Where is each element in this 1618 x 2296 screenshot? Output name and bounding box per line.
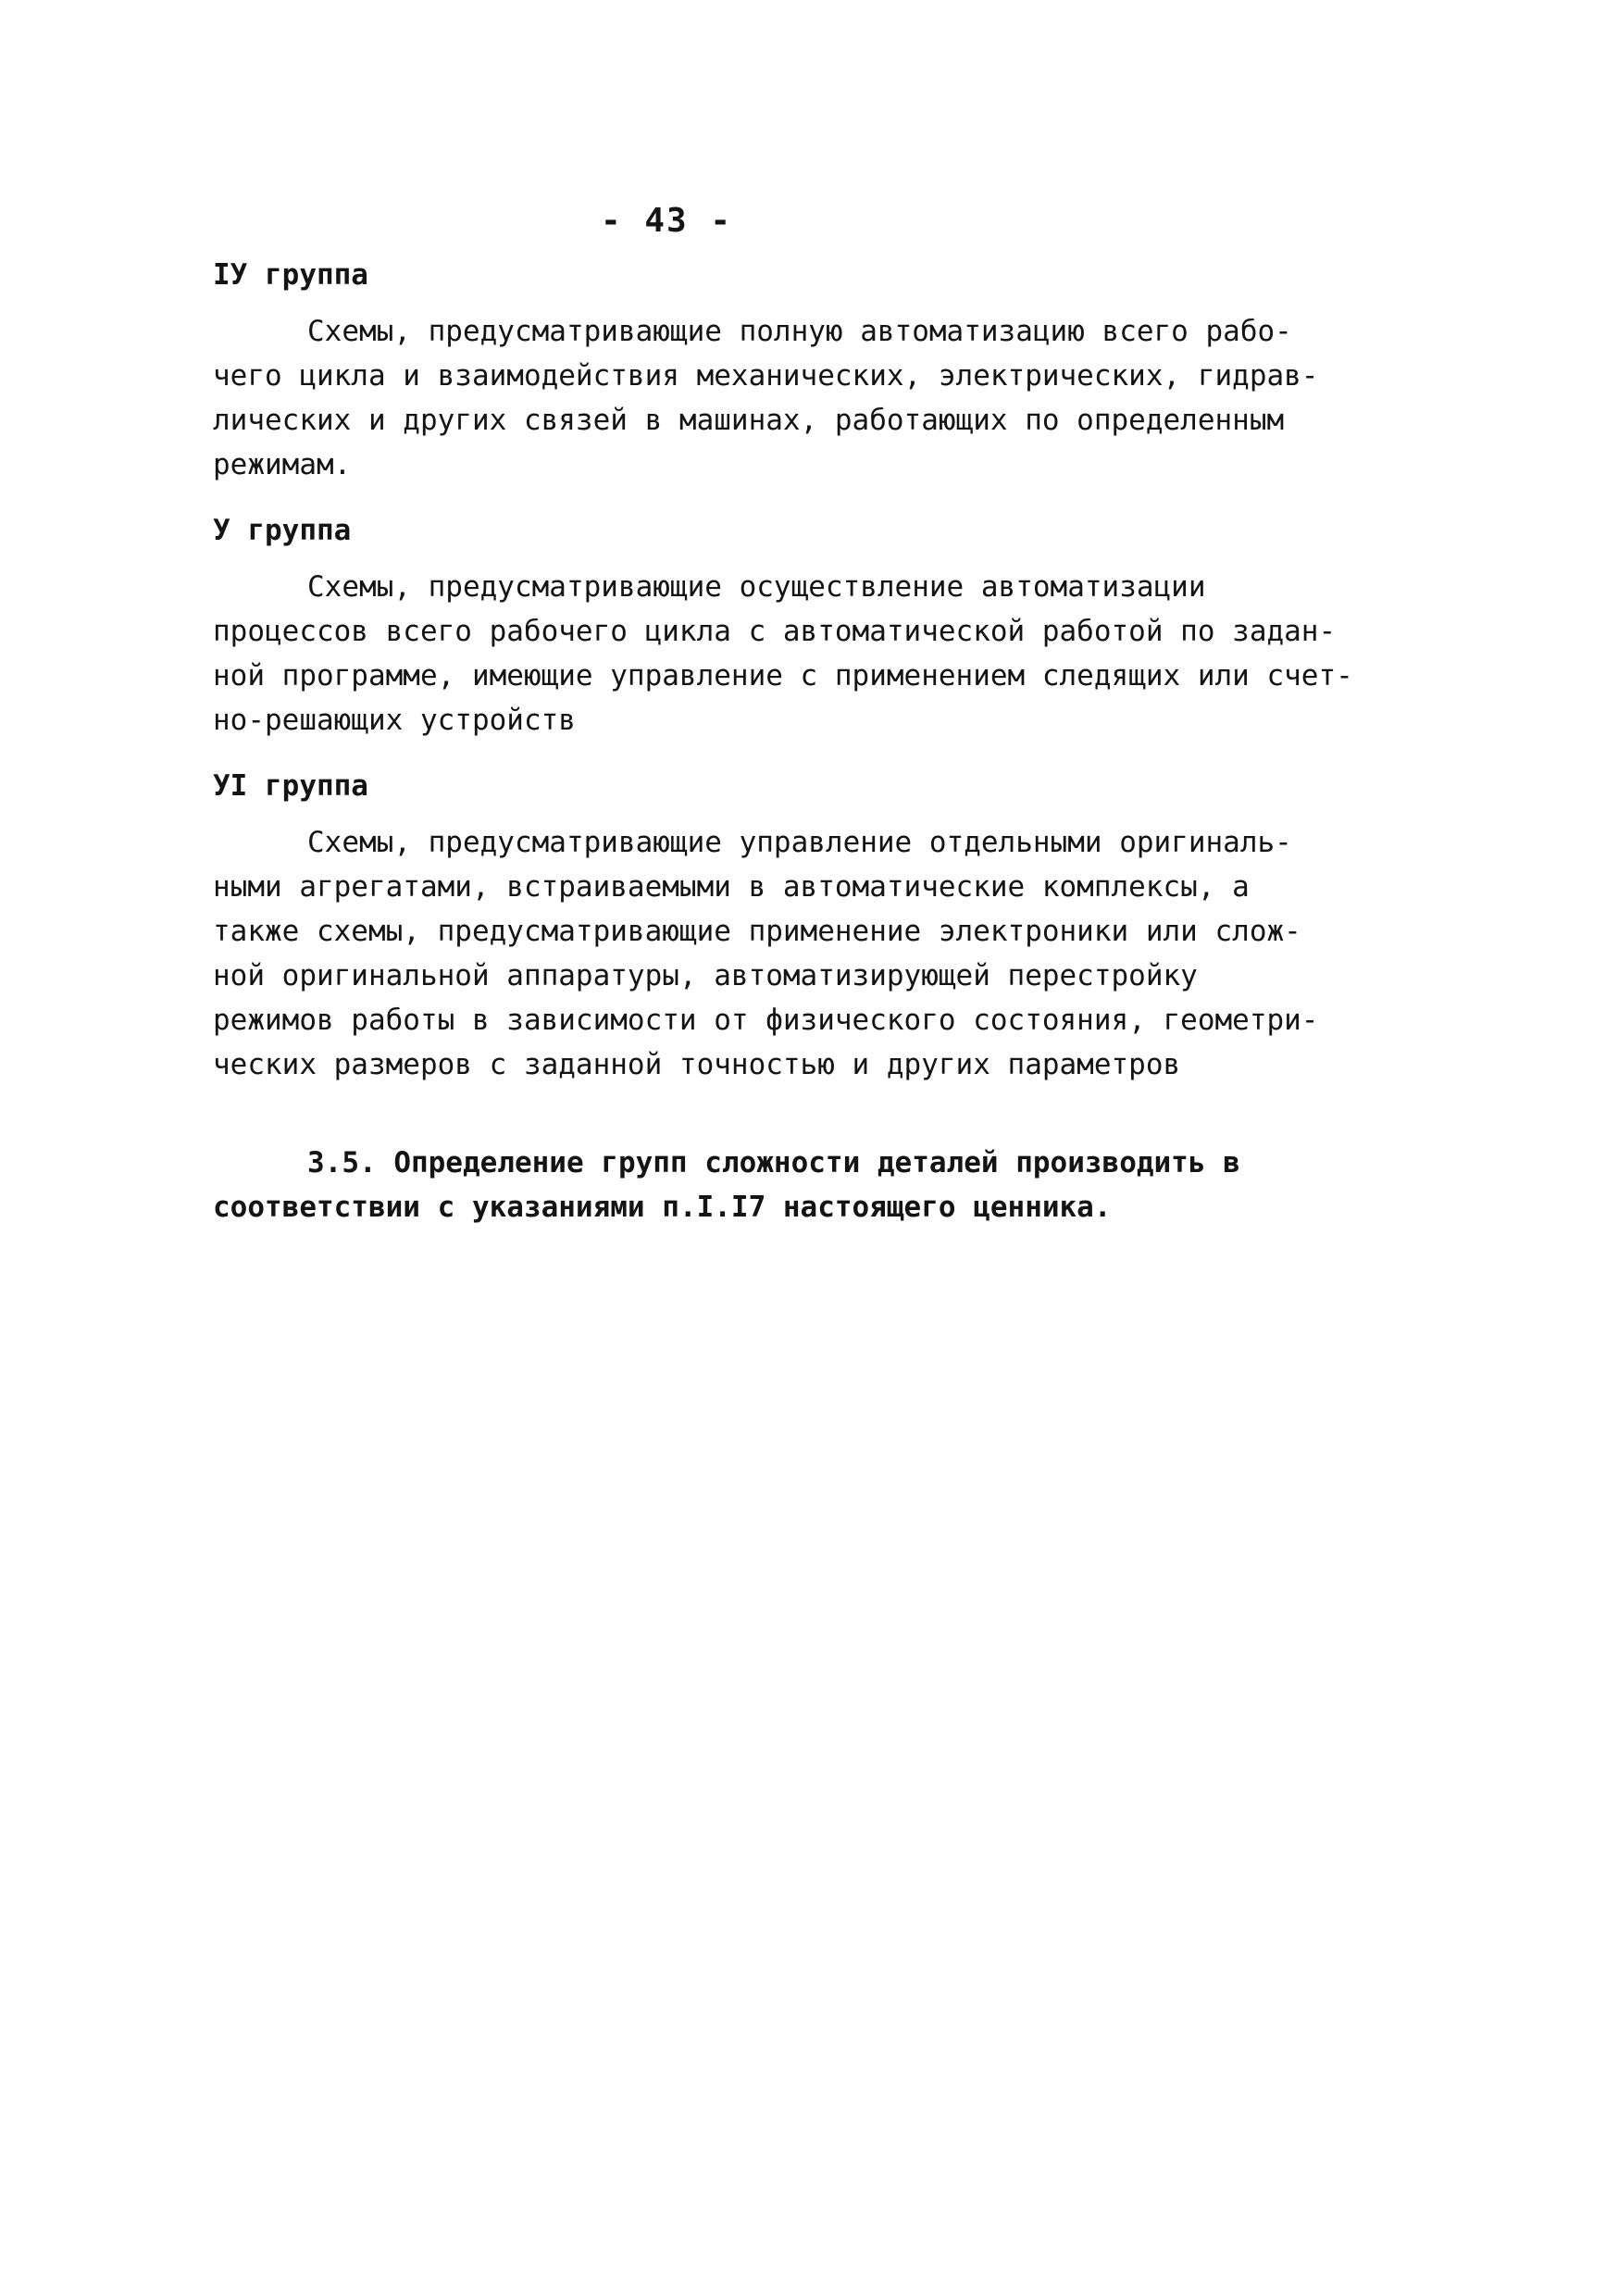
page-number: - 43 - (600, 202, 733, 240)
group-description-iv (213, 309, 1453, 487)
text-line: соответствии с указаниями п.I.I7 настоящего ценника. (213, 1191, 1112, 1224)
group-heading-vi: УI группа (213, 769, 368, 803)
group-description-vi (213, 820, 1453, 1087)
text-line: чего цикла и взаимодействия механических, электрических, гидрав- (213, 359, 1319, 393)
page-content (213, 252, 1453, 1229)
text-line: Схемы, предусматривающие управление отдельными оригиналь- (307, 826, 1292, 859)
text-line: Схемы, предусматривающие осуществление автоматизации (307, 570, 1206, 604)
text-line: также схемы, предусматривающие применение электроники или слож- (213, 915, 1301, 948)
text-line: лических и других связей в машинах, работающих по определенным (213, 404, 1285, 437)
text-line: процессов всего рабочего цикла с автоматической работой по задан- (213, 615, 1337, 648)
group-heading-v: У группа (213, 514, 352, 547)
text-line: но-решающих устройств (213, 704, 576, 737)
section-3-5-paragraph (213, 1141, 1453, 1229)
text-line: ной программе, имеющие управление с применением следящих или счет- (213, 659, 1353, 693)
text-line: режимам. (213, 448, 352, 481)
text-line: 3.5. Определение групп сложности деталей производить в (307, 1146, 1240, 1179)
text-line: Схемы, предусматривающие полную автоматизацию всего рабо- (307, 315, 1292, 348)
text-line: ными агрегатами, встраиваемыми в автоматические комплексы, а (213, 870, 1250, 904)
text-line: режимов работы в зависимости от физического состояния, геометри- (213, 1004, 1319, 1037)
text-line: ной оригинальной аппаратуры, автоматизирующей перестройку (213, 959, 1198, 992)
text-line: ческих размеров с заданной точностью и других параметров (213, 1048, 1181, 1081)
group-heading-iv: IУ группа (213, 258, 368, 292)
group-description-v (213, 565, 1453, 742)
